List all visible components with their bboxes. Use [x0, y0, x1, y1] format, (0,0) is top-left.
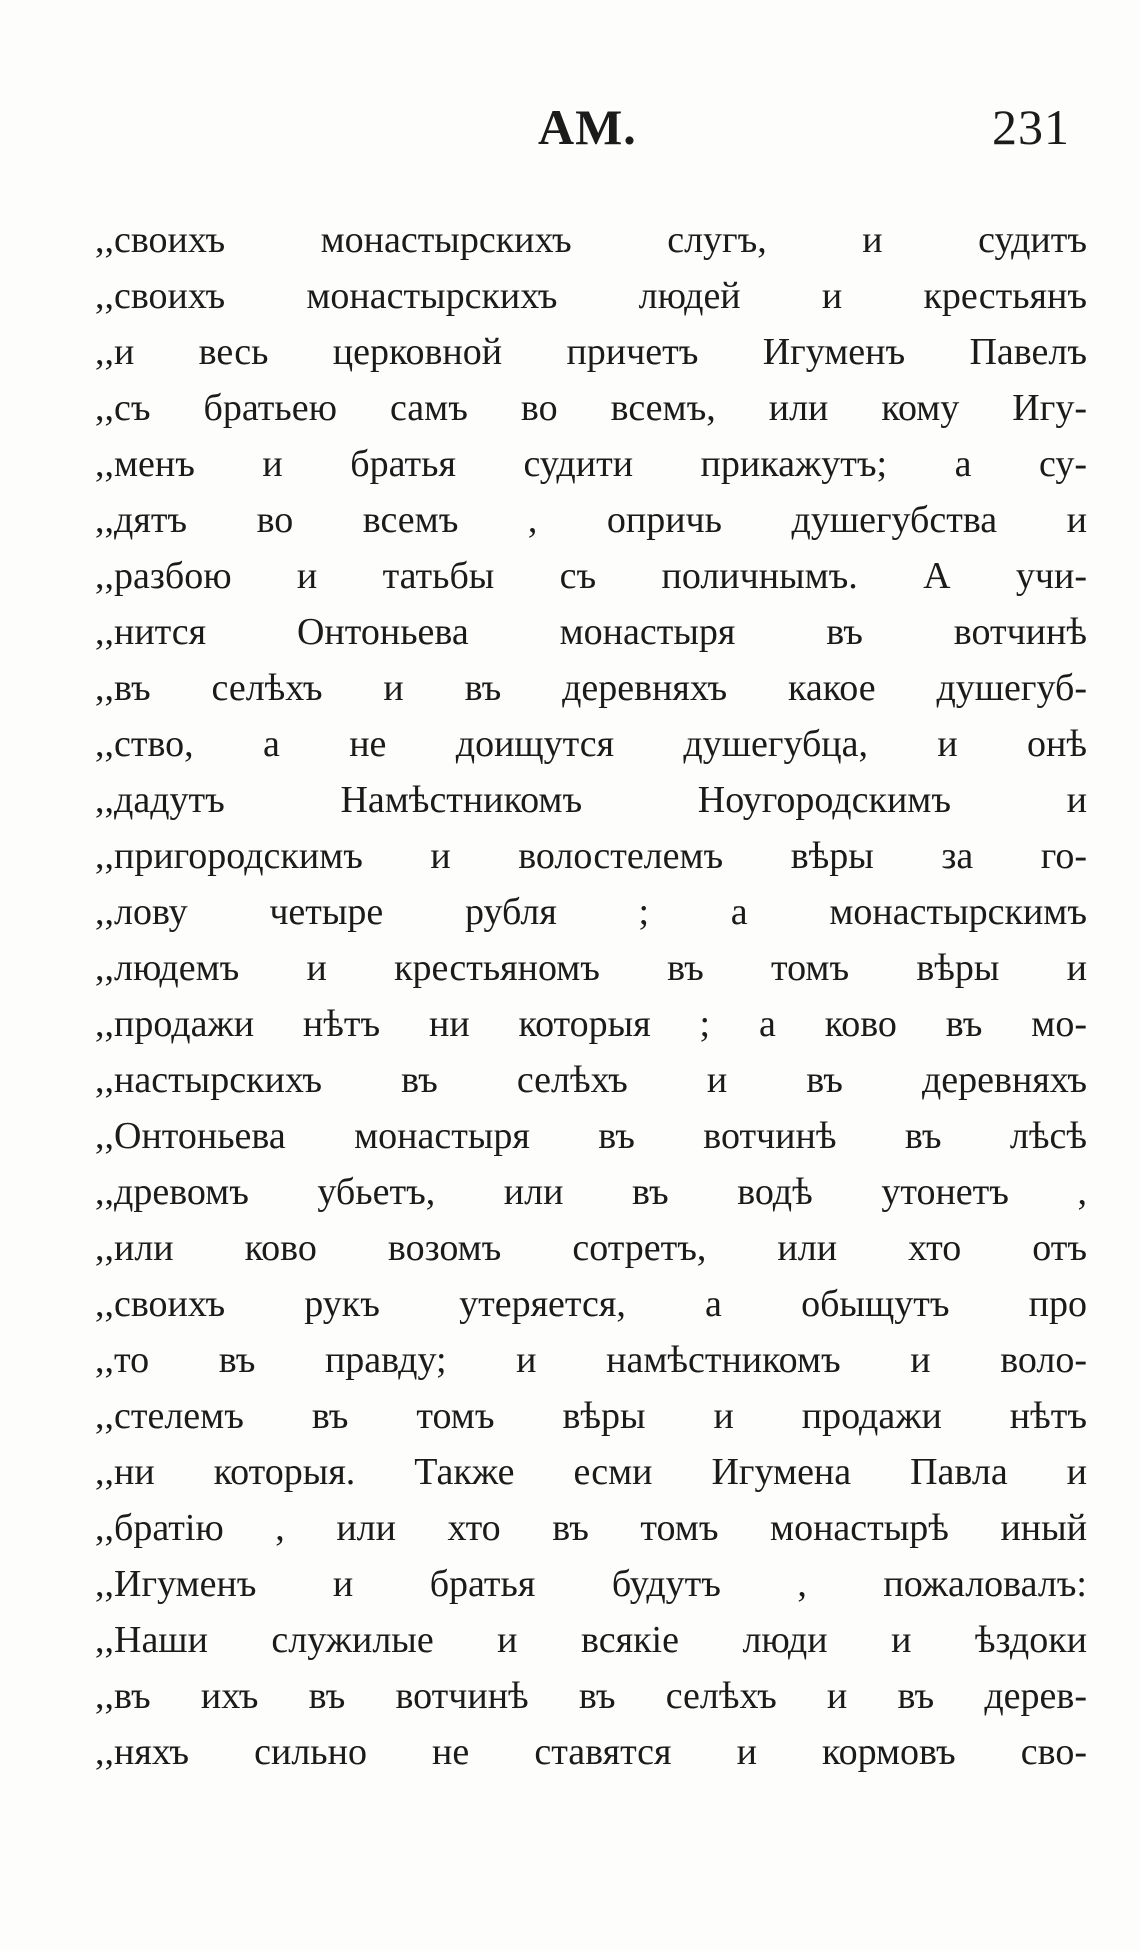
text-line: ,,древомъ убьетъ, или въ водѣ утонетъ ,	[95, 1171, 1087, 1213]
running-head: АМ.	[538, 99, 637, 155]
text-line: ,,въ ихъ въ вотчинѣ въ селѣхъ и въ дерев-	[95, 1675, 1087, 1717]
body-text	[95, 212, 1087, 1780]
text-line: ,,продажи нѣтъ ни которыя ; а ково въ мо-	[95, 1003, 1087, 1045]
text-line: ,,стелемъ въ томъ вѣры и продажи нѣтъ	[95, 1395, 1087, 1437]
text-line: ,,въ селѣхъ и въ деревняхъ какое душегуб-	[95, 667, 1087, 709]
text-line: ,,нится Онтоньева монастыря въ вотчинѣ	[95, 611, 1087, 653]
text-line: ,,ни которыя. Также есми Игумена Павла и	[95, 1451, 1087, 1493]
text-line: ,,то въ правду; и намѣстникомъ и воло-	[95, 1339, 1087, 1381]
text-line: ,,Игуменъ и братья будутъ , пожаловалъ:	[95, 1563, 1087, 1605]
text-line: ,,своихъ монастырскихъ слугъ, и судитъ	[95, 219, 1087, 261]
text-line: ,,людемъ и крестьяномъ въ томъ вѣры и	[95, 947, 1087, 989]
text-line: ,,разбою и татьбы съ поличнымъ. А учи-	[95, 555, 1087, 597]
text-line: ,,съ братьею самъ во всемъ, или кому Игу-	[95, 387, 1087, 429]
page-header	[0, 98, 1140, 158]
text-line: ,,братію , или хто въ томъ монастырѣ иный	[95, 1507, 1087, 1549]
text-line: ,,своихъ рукъ утеряется, а обыщутъ про	[95, 1283, 1087, 1325]
text-line: ,,менъ и братья судити прикажутъ; а су-	[95, 443, 1087, 485]
text-line: ,,дятъ во всемъ , опричь душегубства и	[95, 499, 1087, 541]
text-line: ,,Наши служилые и всякіе люди и ѣздоки	[95, 1619, 1087, 1661]
page-number: 231	[992, 99, 1070, 155]
text-line: ,,няхъ сильно не ставятся и кормовъ сво-	[95, 1731, 1087, 1773]
text-line: ,,пригородскимъ и волостелемъ вѣры за го-	[95, 835, 1087, 877]
text-line: ,,ство, а не доищутся душегубца, и онѣ	[95, 723, 1087, 765]
text-line: ,,Онтоньева монастыря въ вотчинѣ въ лѣсѣ	[95, 1115, 1087, 1157]
text-line: ,,дадутъ Намѣстникомъ Ноугородскимъ и	[95, 779, 1087, 821]
text-line: ,,и весь церковной причетъ Игуменъ Павелъ	[95, 331, 1087, 373]
text-line: ,,лову четыре рубля ; а монастырскимъ	[95, 891, 1087, 933]
text-line: ,,настырскихъ въ селѣхъ и въ деревняхъ	[95, 1059, 1087, 1101]
text-line: ,,или ково возомъ сотретъ, или хто отъ	[95, 1227, 1087, 1269]
text-line: ,,своихъ монастырскихъ людей и крестьянъ	[95, 275, 1087, 317]
